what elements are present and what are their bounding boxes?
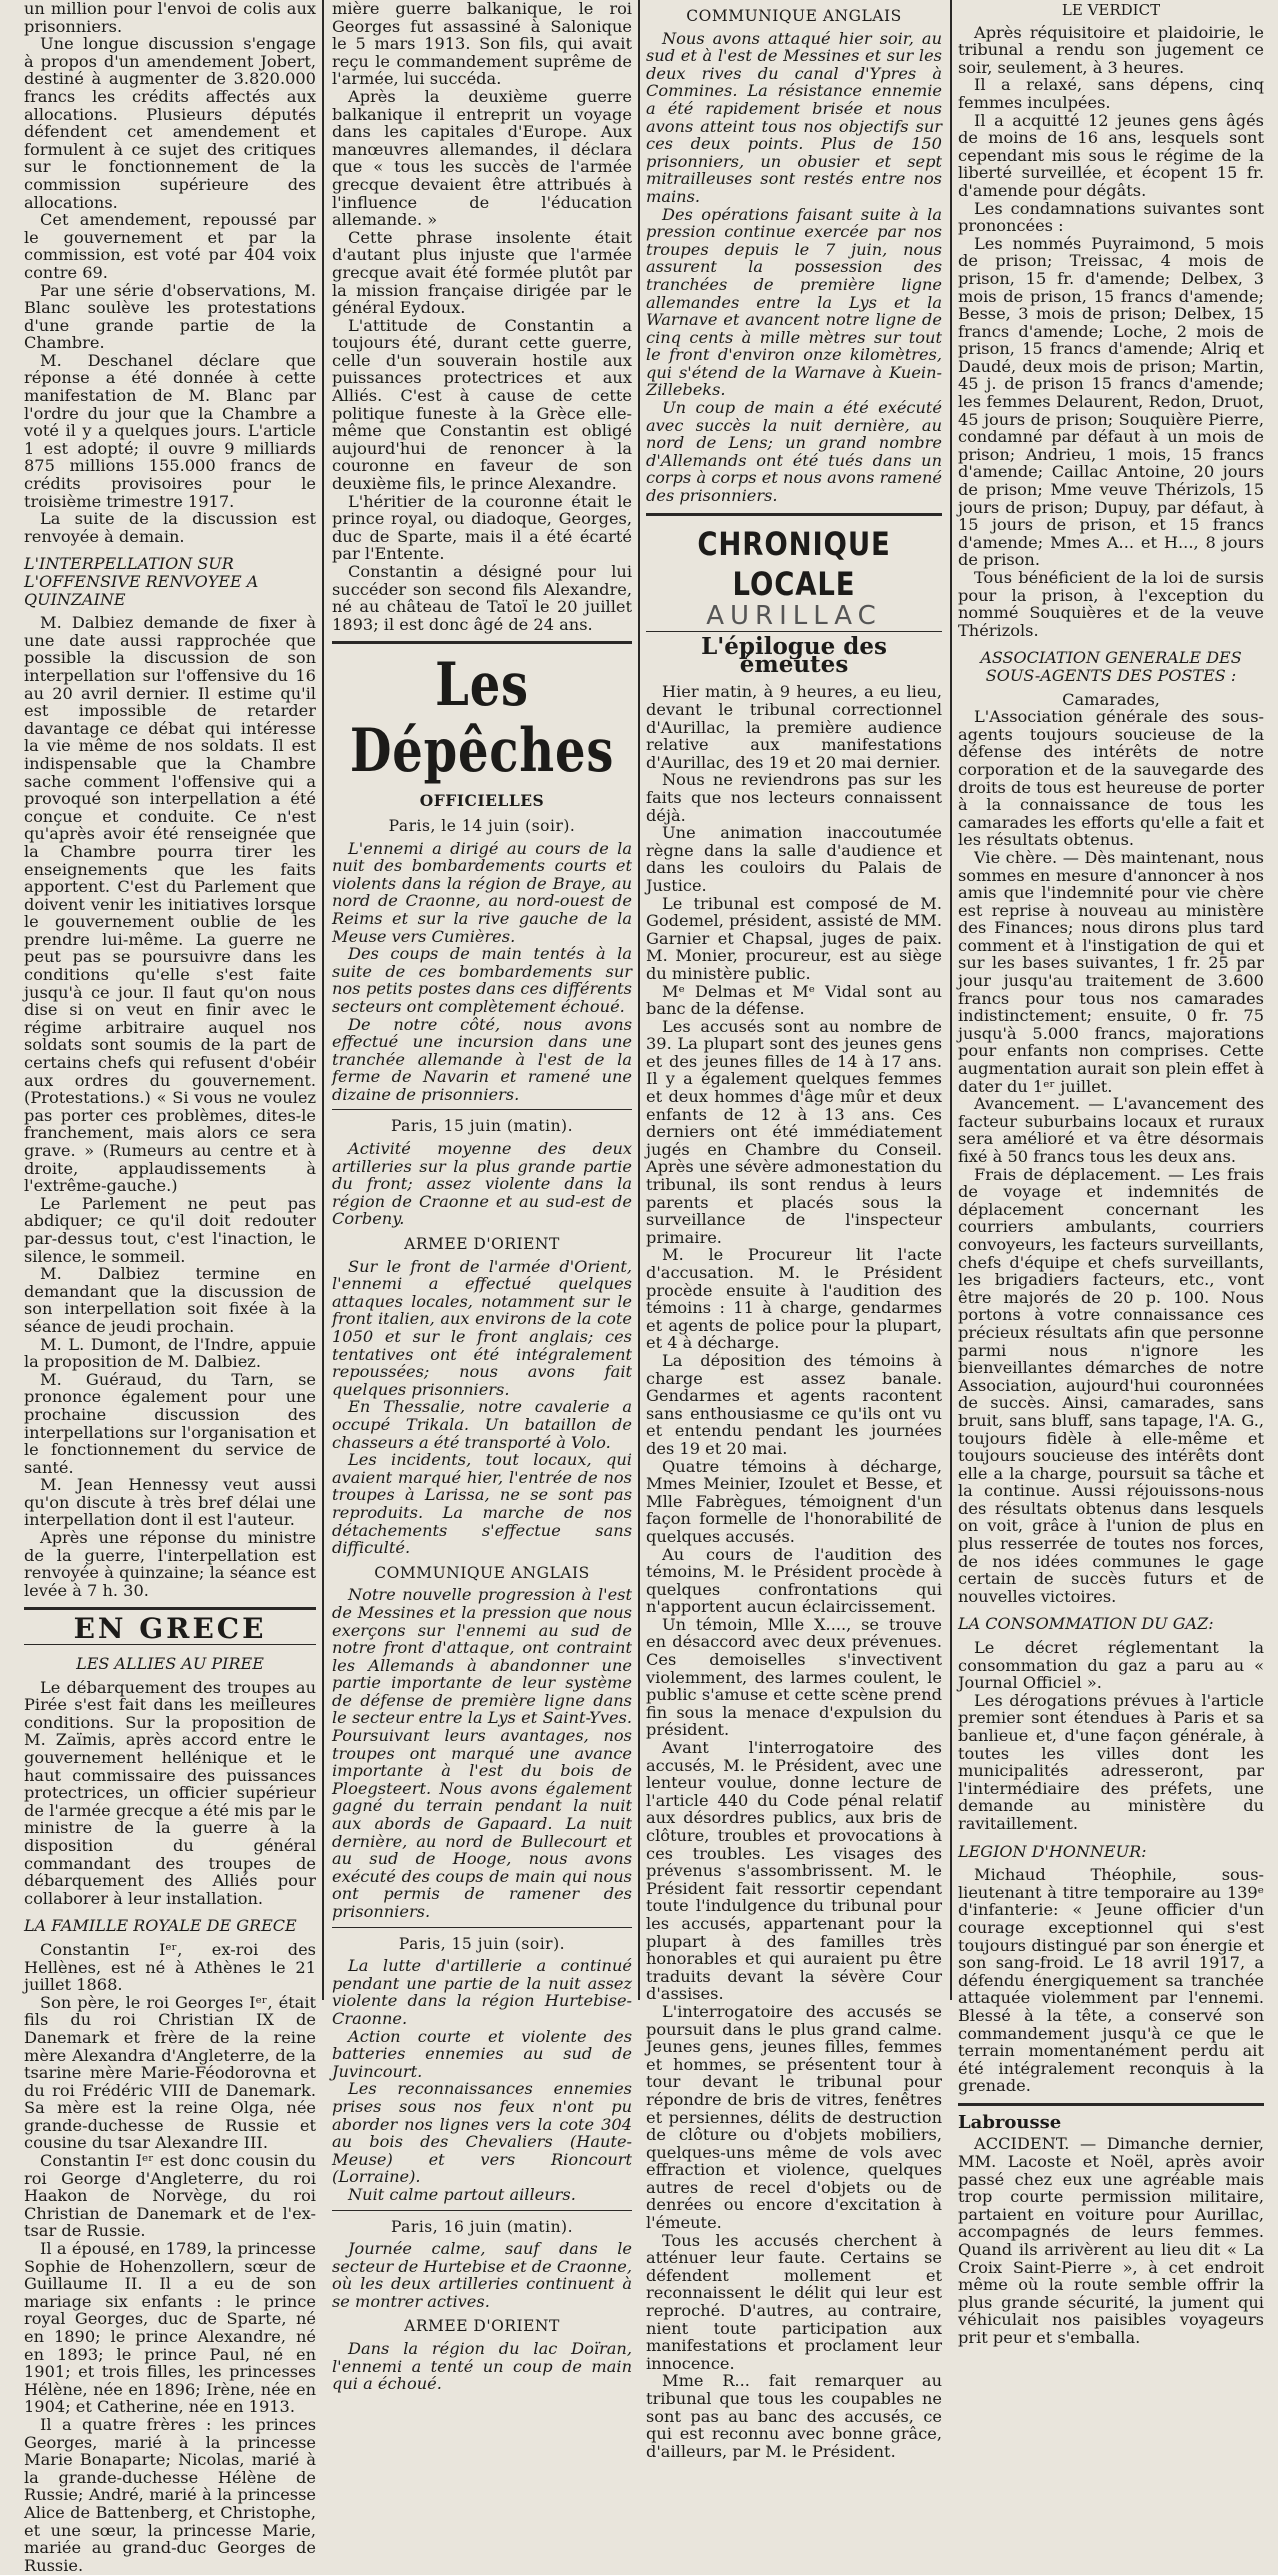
paragraph: Après la deuxième guerre balkanique il entreprit un voyage dans les capitales d'Europe. Aux manœuvres allemandes, il déclara que « tous les succès de l'armée grecque devaient être attribués à l'influence de l'éducation allemande. » bbox=[332, 86, 632, 230]
paragraph: Nuit calme partout ailleurs. bbox=[348, 2184, 576, 2204]
paragraph: M. Jean Hennessy veut aussi qu'on discute à très bref délai une interpellation dont il est l'auteur. bbox=[24, 1475, 316, 1530]
column-4 bbox=[958, 0, 1264, 2347]
paragraph: Les condamnations suivantes sont prononcées : bbox=[958, 198, 1264, 236]
paragraph: Le Parlement ne peut pas abdiquer; ce qu'il doit redouter par-dessus tout, c'est l'inaction, le silence, le sommeil. bbox=[24, 1193, 316, 1266]
paragraph: M. Dalbiez termine en demandant que la discussion de son interpellation soit fixée à la séance de jeudi prochain. bbox=[24, 1264, 316, 1336]
paragraph: Le décret réglementant la consommation du gaz a paru au « Journal Officiel ». bbox=[958, 1638, 1264, 1693]
paragraph: M. Dalbiez demande de fixer à une date aussi rapprochée que possible la discussion de son interpellation sur l'offensive du 16 au 20 avril dernier. Il estime qu'il est impossible de retarder davantage ce débat qui intéresse la vie même de nos soldats. Il est indispensable que la Chambre sache comment l'offensive qui a provoqué son interpellation a été conçue et conduite. Ce n'est qu'après avoir été renseignée que la Chambre pourra tirer les enseignements que les faits apportent. C'est du Parlement que doivent venir les initiatives lorsque le gouvernement oublie de les prendre lui-même. La guerre ne peut pas se poursuivre dans les conditions qu'elle s'est faite jusqu'à ce jour. Il faut qu'on nous dise si on veut en finir avec le régime arbitraire auquel nos soldats sont soumis de la part de certains chefs qui refusent d'obéir aux ordres du gouvernement. (Protestations.) « Si vous ne voulez pas porter ces problèmes, dites-le franchement, mais alors ce sera grave. » (Rumeurs au centre et à droite, applaudissements à l'extrême-gauche.) bbox=[24, 613, 316, 1196]
paragraph: En Thessalie, notre cavalerie a occupé Trikala. Un bataillon de chasseurs a été transporté à Volo. bbox=[332, 1397, 632, 1452]
paragraph: ACCIDENT. — Dimanche dernier, MM. Lacoste et Noël, après avoir passé chez eux une agréable mais trop courte permission militaire, partaient en voiture pour Aurillac, accompagnés de leurs femmes. Quand ils arrivèrent au lieu dit « La Croix Saint-Pierre », à cet endroit même où la route semble offrir la plus grande sécurité, la jument qui véhiculait nos paisibles voyageurs prit peur et s'emballa. bbox=[958, 2134, 1264, 2347]
divider bbox=[332, 1109, 632, 1110]
paragraph: Les accusés sont au nombre de 39. La plupart sont des jeunes gens et des jeunes filles de 14 à 17 ans. Il y a également quelques femmes et deux hommes d'âge mûr et deux enfants de 12 à 13 ans. Ces derniers ont été immédiatement jugés en Chambre du Conseil. Après une sévère admonestation du tribunal, ils sont rendus à leurs parents et placés sous la surveillance de l'inspecteur primaire. bbox=[646, 1016, 942, 1247]
paragraph: Notre nouvelle progression à l'est de Messines et la pression que nous exerçons sur l'ennemi au sud de notre front d'attaque, ont contraint les Allemands à abandonner une partie importante de leur système de défense de première ligne dans le secteur entre la Lys et Saint-Yves. Poursuivant leurs avantages, nos troupes ont marqué une avance importante à l'est du bois de Ploegsteert. Nous avons également gagné du terrain pendant la nuit aux abords de Gapaard. La nuit dernière, au nord de Bullecourt et au sud de Hooge, nous avons exécuté des coups de main qui nous ont permis de ramener des prisonniers. bbox=[332, 1585, 632, 1921]
paragraph: Constantin a désigné pour lui succéder son second fils Alexandre, né au château de Tatoï le 20 juillet 1893; il est donc âgé de 24 ans. bbox=[332, 562, 632, 634]
paragraph: Des coups de main tentés à la suite de ces bombardements sur nos petits postes dans ces différents secteurs ont complètement échoué. bbox=[332, 944, 632, 1016]
subheading: LA FAMILLE ROYALE DE GRECE bbox=[24, 1916, 297, 1936]
paragraph: Cette phrase insolente était d'autant plus injuste que l'armée grecque avait été formée plutôt par la mission française dirigée par le général Eydoux. bbox=[332, 227, 632, 318]
paragraph: Un coup de main a été exécuté avec succès la nuit dernière, au nord de Lens; un grand nombre d'Allemands ont été tués dans un corps à corps et nous avons ramené des prisonniers. bbox=[646, 398, 942, 506]
subheading: LA CONSOMMATION DU GAZ: bbox=[958, 1614, 1214, 1634]
section-heading: EN GRECE bbox=[73, 1612, 267, 1646]
dispatch-date: Paris, 15 juin (soir). bbox=[398, 1934, 566, 1953]
aurillac-heading: AURILLAC bbox=[706, 600, 882, 631]
paragraph: Avancement. — L'avancement des facteur suburbains locaux et ruraux sera amélioré et va être désormais fixé à 50 francs tous les deux ans. bbox=[958, 1094, 1264, 1166]
dispatch-date: Paris, 16 juin (matin). bbox=[390, 2217, 574, 2236]
paragraph: M. Deschanel déclare que réponse a été donnée à cette manifestation de M. Blanc par l'ordre du jour que la Chambre a voté il y a quelques jours. L'article 1 est adopté; il ouvre 9 milliards 875 millions 155.000 francs de crédits provisoires pour le troisième trimestre 1917. bbox=[24, 350, 316, 511]
subheading: ARMEE D'ORIENT bbox=[404, 2317, 560, 2336]
chronique-locale-heading: CHRONIQUE LOCALE bbox=[697, 524, 891, 603]
subheading: LES ALLIES AU PIREE bbox=[76, 1654, 264, 1674]
paragraph: Activité moyenne des deux artilleries sur la plus grande partie du front; assez violente dans la région de Craonne et au sud-est de Corbeny. bbox=[332, 1139, 632, 1229]
paragraph: Les nommés Puyraimond, 5 mois de prison; Treissac, 4 mois de prison, 15 fr. d'amende; Delbex, 3 mois de prison, 15 francs d'amende; Besse, 3 mois de prison; Delbex, 15 francs d'amende; Loche, 2 mois de prison, 15 francs d'amende; Alriq et Daudé, deux mois de prison; Martin, 45 j. de prison 15 francs d'amende; les femmes Delaurent, Redon, Druot, 45 jours de prison; Souquière Pierre, condamné par défaut à un mois de prison; Andrieu, 1 mois, 15 francs d'amende; Caillac Antoine, 20 jours de prison; Mme veuve Thérizols, 15 jours de prison; Dupuy, par défaut, à 15 jours de prison, et 15 francs d'amende; Mmes A... et H..., 8 jours de prison. bbox=[958, 233, 1264, 570]
paragraph: Action courte et violente des batteries ennemies au sud de Juvincourt. bbox=[332, 2026, 632, 2081]
paragraph: Il a quatre frères : les princes Georges, marié à la princesse Marie Bonaparte; Nicolas, marié à la grande-duchesse Hélène de Russie; André, marié à la princesse Alice de Battenberg, et Christophe, et une sœur, la princesse Marie, mariée au grand-duc Georges de Russie. bbox=[24, 2414, 316, 2575]
paragraph: La déposition des témoins à charge est assez banale. Gendarmes et agents racontent sans enthousiasme ce qu'ils ont vu et entendu pendant les journées des 19 et 20 mai. bbox=[646, 1350, 942, 1458]
subheading-officielles: OFFICIELLES bbox=[419, 791, 545, 811]
paragraph: De notre côté, nous avons effectué une incursion dans une tranchée allemande à l'est de la ferme de Navarin et ramené une dizaine de prisonniers. bbox=[332, 1014, 632, 1104]
paragraph: Les reconnaissances ennemies prises sous nos feux n'ont pu aborder nos lignes vers la cote 304 au bois des Chevaliers (Haute-Meuse) et vers Rioncourt (Lorraine). bbox=[332, 2079, 632, 2187]
paragraph: Il a acquitté 12 jeunes gens âgés de moins de 16 ans, lesquels sont cependant mis sous le régime de la liberté surveillée, et écopent 15 fr. d'amende pour dégâts. bbox=[958, 110, 1264, 200]
divider bbox=[332, 641, 632, 644]
paragraph: Tous bénéficient de la loi de sursis pour la prison, à l'exception du nommé Souquières et de la veuve Thérizols. bbox=[958, 568, 1264, 640]
paragraph: M. Guéraud, du Tarn, se prononce également pour une prochaine discussion des interpellations sur l'organisation et le fonctionnement du service de santé. bbox=[24, 1369, 316, 1477]
paragraph: Mᵉ Delmas et Mᵉ Vidal sont au banc de la défense. bbox=[646, 981, 942, 1019]
dispatch-date: Paris, le 14 juin (soir). bbox=[388, 816, 576, 835]
paragraph: Sur le front de l'armée d'Orient, l'ennemi a effectué quelques attaques locales, notamment sur le front italien, aux environs de la cote 1050 et sur le front anglais; ces tentatives ont été intégralement repoussées; nous avons fait quelques prisonniers. bbox=[332, 1256, 632, 1399]
paragraph: mière guerre balkanique, le roi Georges fut assassiné à Salonique le 5 mars 1913. Son fils, qui avait reçu le commandement suprême de l'armée, lui succéda. bbox=[332, 0, 632, 89]
subheading: L'INTERPELLATION SUR L'OFFENSIVE RENVOYEE A QUINZAINE bbox=[24, 554, 259, 609]
paragraph: Journée calme, sauf dans le secteur de Hurtebise et de Craonne, où les deux artilleries continuent à se montrer actives. bbox=[332, 2239, 632, 2311]
paragraph: Après une réponse du ministre de la guerre, l'interpellation est renvoyée à quinzaine; la séance est levée à 7 h. 30. bbox=[24, 1528, 316, 1600]
paragraph: Son père, le roi Georges Iᵉʳ, était fils du roi Christian IX de Danemark et frère de la reine mère Alexandra d'Angleterre, de la tsarine mère Marie-Féodorovna et du roi Frédéric VIII de Danemark. Sa mère est la reine Olga, née grande-duchesse de Russie et cousine du tsar Alexandre III. bbox=[24, 1992, 316, 2153]
paragraph: Vie chère. — Dès maintenant, nous sommes en mesure d'annoncer à nos amis que l'indemnité pour vie chère est reprise à nouveau au ministère des Finances; nous dirons plus tard comment et à l'instigation de qui et sur les bases suivantes, 1 fr. 25 par jour jusqu'au traitement de 3.600 francs pour tous nos camarades indistinctement; ensuite, 0 fr. 75 jusqu'à 5.000 francs, majorations pour enfants non comprises. Cette augmentation aurait son plein effet à dater du 1ᵉʳ juillet. bbox=[958, 847, 1264, 1096]
paragraph: un million pour l'envoi de colis aux prisonniers. bbox=[24, 0, 316, 36]
paragraph: Frais de déplacement. — Les frais de voyage et indemnités de déplacement concernant les courriers ambulants, courriers convoyeurs, les facteurs surveillants, chefs d'équipe et chefs surveillants, les brigadiers facteurs, etc., vont être majorés de 20 p. 100. Nous portons à votre connaissance ces précieux résultats afin que personne parmi nous n'ignore les bienveillantes démarches de notre Association, aujourd'hui couronnées de succès. Ainsi, camarades, sans bruit, sans bluff, sans tapage, l'A. G., toujours fidèle à elle-même et toujours soucieuse des intérêts dont elle a la charge, poursuit sa tâche et la continue. Aussi réjouissons-nous des résultats obtenus dans lesquels on voit, grâce à l'union de plus en plus resserrée de toutes nos forces, de nos idées communes le gage certain de succès futurs et de nouvelles victoires. bbox=[958, 1164, 1264, 1606]
paragraph: Constantin Iᵉʳ est donc cousin du roi George d'Angleterre, du roi Haakon de Norvège, du roi Christian de Danemark et de l'ex-tsar de Russie. bbox=[24, 2151, 316, 2241]
paragraph: Hier matin, à 9 heures, a eu lieu, devant le tribunal correctionnel d'Aurillac, la première audience relative aux manifestations d'Aurillac, des 19 et 20 mai dernier. bbox=[646, 682, 942, 772]
paragraph: Le tribunal est composé de M. Godemel, président, assisté de MM. Garnier et Chapsal, juges de paix. M. Monier, procureur, est au siège du ministère public. bbox=[646, 893, 942, 983]
paragraph: Nous ne reviendrons pas sur les faits que nos lecteurs connaissent déjà. bbox=[646, 770, 942, 825]
column-1 bbox=[24, 0, 316, 2575]
paragraph: Il a relaxé, sans dépens, cinq femmes inculpées. bbox=[958, 75, 1264, 112]
subheading: COMMUNIQUE ANGLAIS bbox=[686, 7, 902, 25]
divider bbox=[24, 1607, 316, 1610]
column-rule bbox=[638, 0, 640, 2000]
divider bbox=[332, 2210, 632, 2211]
paragraph: La suite de la discussion est renvoyée à demain. bbox=[24, 509, 316, 546]
column-rule bbox=[322, 0, 324, 2000]
paragraph: Une animation inaccoutumée règne dans la salle d'audience et dans les couloirs du Palais de Justice. bbox=[646, 823, 942, 895]
paragraph: Des opérations faisant suite à la pression continue exercée par nos troupes depuis le 7 juin, nous assurent la possession des tranchées de première ligne allemandes entre la Lys et la Warnave et avancent notre ligne de cinq cents à mille mètres sur tout le front d'environ onze kilomètres, qui s'étend de la Warnave à Kuein-Zillebeks. bbox=[646, 204, 942, 400]
paragraph: Constantin Iᵉʳ, ex-roi des Hellènes, est né à Athènes le 21 juillet 1868. bbox=[24, 1939, 316, 1995]
paragraph: Michaud Théophile, sous-lieutenant à titre temporaire au 139ᵉ d'infanterie: « Jeune officier d'un courage exceptionnel qui s'est toujours distingué par son énergie et son sang-froid. Le 18 avril 1917, a défendu énergiquement sa tranchée attaquée violemment par l'ennemi. Blessé à la tête, a conservé son commandement jusqu'à ce que le terrain momentanément perdu ait été intégralement reconquis à la grenade. bbox=[958, 1865, 1264, 2096]
subheading: ARMEE D'ORIENT bbox=[404, 1235, 560, 1254]
divider bbox=[646, 631, 942, 632]
paragraph: Après réquisitoire et plaidoirie, le tribunal a rendu son jugement ce soir, seulement, à 3 heures. bbox=[958, 22, 1264, 77]
paragraph: L'attitude de Constantin a toujours été, durant cette guerre, celle d'un souverain hostile aux puissances protectrices et aux Alliés. C'est à cause de cette politique funeste à la Grèce elle-même que Constantin est obligé aujourd'hui de renoncer à la couronne en faveur de son deuxième fils, le prince Alexandre. bbox=[332, 315, 632, 494]
divider bbox=[958, 2103, 1264, 2106]
column-2 bbox=[332, 0, 632, 2394]
subheading-verdict: LE VERDICT bbox=[1061, 1, 1161, 19]
paragraph: L'ennemi a dirigé au cours de la nuit des bombardements courts et violents dans la région de Braye, au nord de Craonne, au nord-ouest de Reims et sur la rive gauche de la Meuse vers Cumières. bbox=[332, 838, 632, 946]
paragraph: M. L. Dumont, de l'Indre, appuie la proposition de M. Dalbiez. bbox=[24, 1334, 316, 1372]
paragraph: M. le Procureur lit l'acte d'accusation. M. le Président procède ensuite à l'audition des témoins : 11 à charge, gendarmes et agents de police pour la plupart, et 4 à décharge. bbox=[646, 1245, 942, 1353]
paragraph: Les dérogations prévues à l'article premier sont étendues à Paris et sa banlieue et, d'une façon générale, à toutes les villes dont les municipalités adresseront, par l'intermédiaire des préfets, une demande au ministère du ravitaillement. bbox=[958, 1690, 1264, 1833]
paragraph: Une longue discussion s'engage à propos d'un amendement Jobert, destiné à augmenter de 3.820.000 francs les crédits affectés aux allocations. Plusieurs députés défendent cet amendement et formulent à ce sujet des critiques sur le fonctionnement de la commission supérieure des allocations. bbox=[24, 34, 316, 212]
divider bbox=[332, 1927, 632, 1928]
paragraph: Tous les accusés cherchent à atténuer leur faute. Certains se défendent mollement et reconnaissent le délit qui leur est reproché. D'autres, au contraire, nient toute participation aux manifestations et proclament leur innocence. bbox=[646, 2230, 942, 2373]
paragraph: La lutte d'artillerie a continué pendant une partie de la nuit assez violente dans la région Hurtebise-Craonne. bbox=[332, 1956, 632, 2028]
masthead-les-depeches: Les Dépêches bbox=[349, 650, 615, 787]
paragraph: Il a épousé, en 1789, la princesse Sophie de Hohenzollern, sœur de Guillaume II. Il a eu de son mariage six enfants : le prince royal Georges, duc de Sparte, né en 1890; le prince Alexandre, né en 1893; le prince Paul, né en 1901; et trois filles, les princesses Hélène, née en 1896; Irène, née en 1904; et Catherine, née en 1913. bbox=[24, 2239, 316, 2417]
paragraph: Au cours de l'audition des témoins, M. le Président procède à quelques confrontations qui n'apportent aucun éclaircissement. bbox=[646, 1544, 942, 1617]
column-3 bbox=[646, 0, 942, 2461]
paragraph: Les incidents, tout locaux, qui avaient marqué hier, l'entrée de nos troupes à Larissa, ne se sont pas reproduits. La marche de nos détachements s'effectue sans difficulté. bbox=[332, 1450, 632, 1558]
subheading: COMMUNIQUE ANGLAIS bbox=[374, 1563, 590, 1582]
article-title: L'épilogue des émeutes bbox=[701, 633, 887, 678]
paragraph: Cet amendement, repoussé par le gouvernement et par la commission, est voté par 404 voix contre 69. bbox=[24, 210, 316, 282]
paragraph: L'Association générale des sous-agents toujours soucieuse de la défense des intérêts de notre corporation et de la sauvegarde des droits de tous est heureuse de porter à la connaissance de tous les camarades les efforts qu'elle a fait et les résultats obtenus. bbox=[958, 707, 1264, 850]
divider bbox=[646, 513, 942, 516]
subheading: ASSOCIATION GENERALE DES SOUS-AGENTS DES POSTES : bbox=[980, 648, 1242, 685]
paragraph: L'héritier de la couronne était le prince royal, ou diadoque, Georges, duc de Sparte, mais il a été écarté par l'Entente. bbox=[332, 491, 632, 564]
paragraph: Avant l'interrogatoire des accusés, M. le Président, avec une lenteur voulue, donne lecture de l'article 440 du Code pénal relatif aux désordres publics, aux bris de clôture, troubles et provocations à ces troubles. Les visages des prévenus s'assombrissent. M. le Président fait ressortir cependant toute l'indulgence du tribunal pour les accusés, appartenant pour la plupart à des familles très honorables et qui auraient pu être traduits devant la sévère Cour d'assises. bbox=[646, 1738, 942, 2004]
paragraph: Nous avons attaqué hier soir, au sud et à l'est de Messines et sur les deux rives du canal d'Ypres à Commines. La résistance ennemie a été rapidement brisée et nous avons atteint tous nos objectifs sur ces deux points. Plus de 150 prisonniers, un obusier et sept mitrailleuses sont restés entre nos mains. bbox=[646, 28, 942, 206]
paragraph: Par une série d'observations, M. Blanc soulève les protestations d'une grande partie de la Chambre. bbox=[24, 280, 316, 353]
paragraph: Le débarquement des troupes au Pirée s'est fait dans les meilleures conditions. Sur la proposition de M. Zaïmis, après accord entre le gouvernement hellénique et le haut commissaire des puissances protectrices, un officier supérieur de l'armée grecque a été mis par le ministre de la guerre à la disposition du général commandant des troupes de débarquement des Alliés pour collaborer à leur installation. bbox=[24, 1677, 316, 1908]
paragraph: Dans la région du lac Doïran, l'ennemi a tenté un coup de main qui a échoué. bbox=[332, 2339, 632, 2394]
paragraph: Quatre témoins à décharge, Mmes Meinier, Izoulet et Besse, et Mlle Fabrègues, témoignent d'un façon formelle de l'honorabilité de quelques accusés. bbox=[646, 1456, 942, 1546]
subheading: LEGION D'HONNEUR: bbox=[958, 1841, 1147, 1861]
subheading-labrousse: Labrousse bbox=[958, 2111, 1062, 2133]
paragraph: Mme R... fait remarquer au tribunal que tous les coupables ne sont pas au banc des accusés, ce qui est reconnu avec bonne grâce, d'ailleurs, par M. le Président. bbox=[646, 2371, 942, 2461]
column-rule bbox=[950, 0, 952, 2000]
salutation: Camarades, bbox=[1062, 689, 1160, 709]
paragraph: L'interrogatoire des accusés se poursuit dans le plus grand calme. Jeunes gens, jeunes filles, femmes et hommes, se présentent tour à tour devant le tribunal pour répondre de bris de vitres, fenêtres et persiennes, délits de destruction de clôture ou d'objets mobiliers, quelques-uns même de vols avec effraction et violence, quelques autres de recel d'objets ou de denrées ou encore d'excitation à l'émeute. bbox=[646, 2001, 942, 2233]
paragraph: Un témoin, Mlle X...., se trouve en désaccord avec deux prévenues. Ces demoiselles s'invectivent violemment, des larmes coulent, le public s'amuse et cette scène prend fin sous la menace d'expulsion du président. bbox=[646, 1614, 942, 1740]
dispatch-date: Paris, 15 juin (matin). bbox=[390, 1117, 574, 1136]
